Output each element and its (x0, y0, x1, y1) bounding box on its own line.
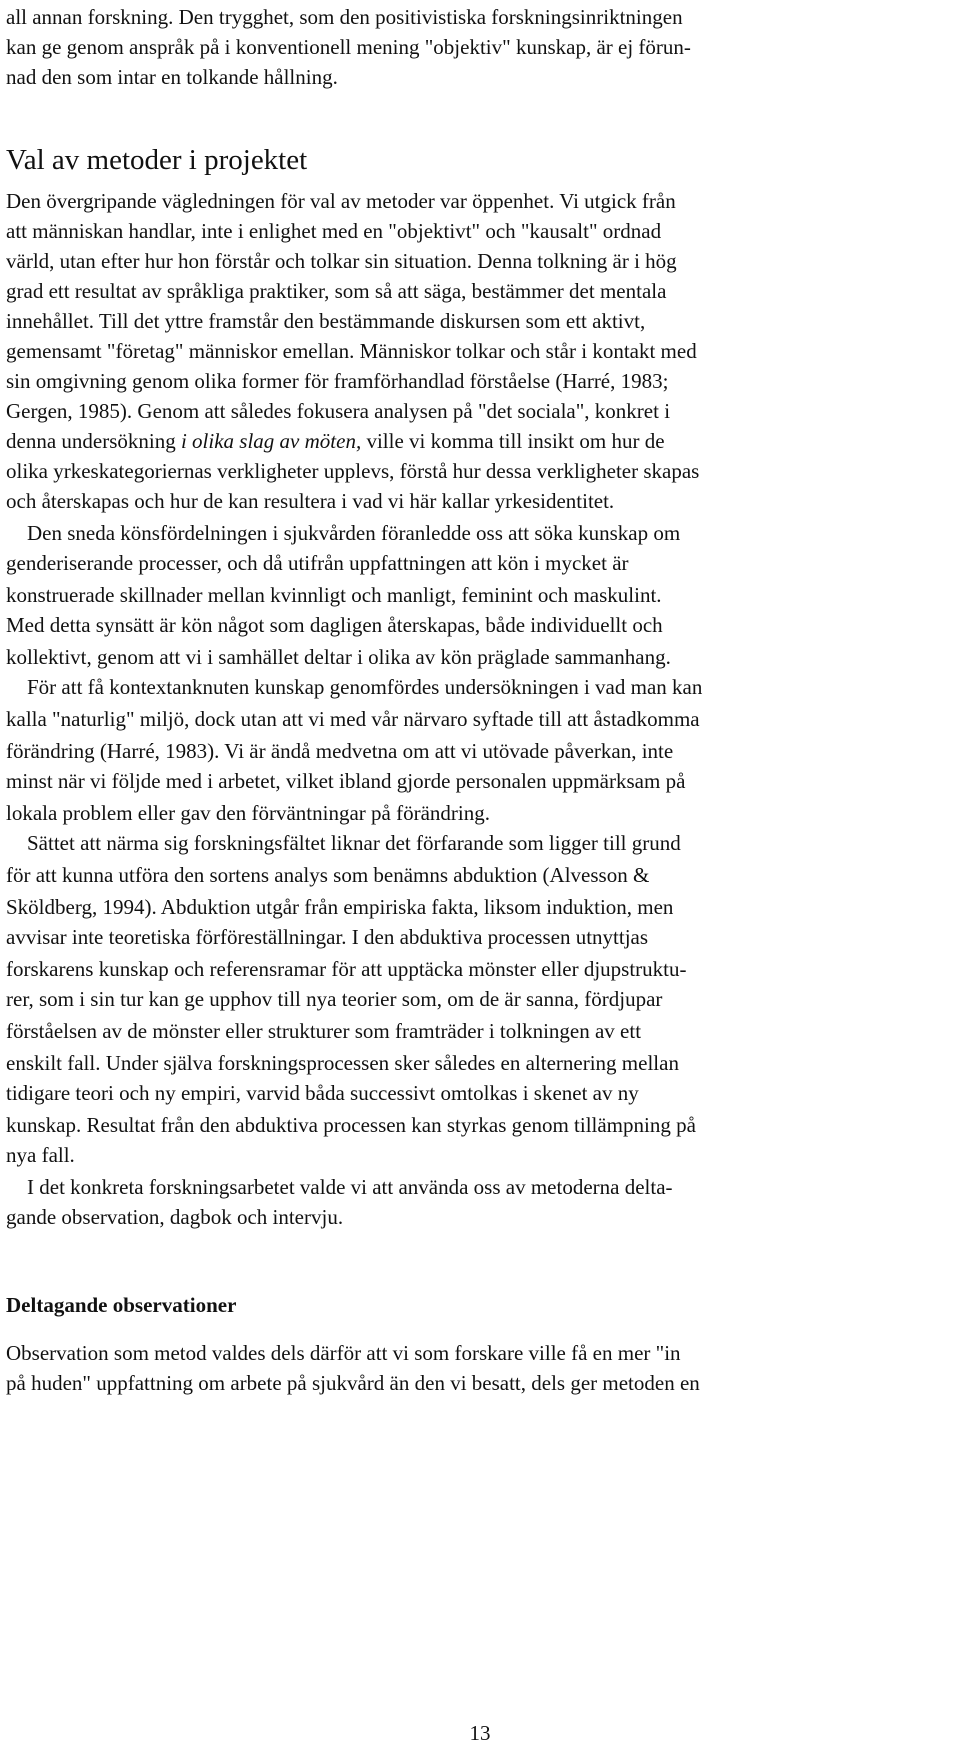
paragraph-line: grad ett resultat av språkliga praktiker, som så att säga, bestämmer det mentala (6, 279, 667, 303)
paragraph-line: förändring (Harré, 1983). Vi är ändå medvetna om att vi utövade påverkan, inte (6, 739, 674, 763)
paragraph-line: enskilt fall. Under själva forskningsprocessen sker således en alternering mellan (6, 1051, 679, 1075)
paragraph-line: Sköldberg, 1994). Abduktion utgår från empiriska fakta, liksom induktion, men (6, 895, 674, 919)
paragraph-line: för att kunna utföra den sortens analys som benämns abduktion (Alvesson & (6, 863, 650, 887)
paragraph-line: sin omgivning genom olika former för framförhandlad förståelse (Harré, 1983; (6, 369, 669, 393)
subsection-heading: Deltagande observationer (6, 1293, 237, 1317)
paragraph-line: kunskap. Resultat från den abduktiva processen kan styrkas genom tillämpning på (6, 1113, 696, 1137)
paragraph-line: på huden" uppfattning om arbete på sjukvård än den vi besatt, dels ger metoden en (6, 1371, 700, 1395)
paragraph-line: Observation som metod valdes dels därför att vi som forskare ville få en mer "in (6, 1341, 681, 1365)
paragraph-line: förståelsen av de mönster eller strukturer som framträder i tolkningen av ett (6, 1019, 642, 1043)
paragraph-line: rer, som i sin tur kan ge upphov till nya teorier som, om de är sanna, fördjupar (6, 987, 663, 1011)
paragraph-line: kalla "naturlig" miljö, dock utan att vi med vår närvaro syftade till att åstadkomma (6, 707, 700, 731)
paragraph-line: tidigare teori och ny empiri, varvid båda successivt omtolkas i skenet av ny (6, 1081, 639, 1105)
paragraph-line: all annan forskning. Den trygghet, som den positivistiska forskningsinriktningen (6, 5, 683, 29)
paragraph-line: gande observation, dagbok och intervju. (6, 1205, 344, 1229)
paragraph-line: genderiserande processer, och då utifrån uppfattningen att kön i mycket är (6, 551, 629, 575)
text-before-italic: denna undersökning (6, 429, 181, 453)
paragraph-line: avvisar inte teoretiska förföreställningar. I den abduktiva processen utnyttjas (6, 925, 649, 949)
paragraph-line: kollektivt, genom att vi i samhället deltar i olika av kön präglade sammanhang. (6, 645, 671, 669)
paragraph-line: olika yrkeskategoriernas verkligheter upplevs, förstå hur dessa verkligheter skapas (6, 459, 700, 483)
paragraph-line: För att få kontextanknuten kunskap genomfördes undersökningen i vad man kan (6, 675, 703, 699)
paragraph-line: gemensamt "företag" människor emellan. Människor tolkar och står i kontakt med (6, 339, 697, 363)
paragraph-line: värld, utan efter hur hon förstår och tolkar sin situation. Denna tolkning är i hög (6, 249, 677, 273)
paragraph-line: och återskapas och hur de kan resultera i vad vi här kallar yrkesidentitet. (6, 489, 615, 513)
paragraph-line: kan ge genom anspråk på i konventionell mening "objektiv" kunskap, är ej förun- (6, 35, 691, 59)
paragraph-line: I det konkreta forskningsarbetet valde vi att använda oss av metoderna delta- (6, 1175, 673, 1199)
paragraph-line: lokala problem eller gav den förväntningar på förändring. (6, 801, 490, 825)
paragraph-line: minst när vi följde med i arbetet, vilket ibland gjorde personalen uppmärksam på (6, 769, 686, 793)
paragraph-line: Den sneda könsfördelningen i sjukvården föranledde oss att söka kunskap om (6, 521, 681, 545)
paragraph-line: konstruerade skillnader mellan kvinnligt och manligt, feminint och maskulint. (6, 583, 662, 607)
italic-phrase: i olika slag av möten, (180, 429, 362, 453)
text-after-italic: ville vi komma till insikt om hur de (361, 429, 665, 453)
section-title: Val av metoder i projektet (6, 144, 308, 176)
paragraph-line: Sättet att närma sig forskningsfältet liknar det förfarande som ligger till grund (6, 831, 681, 855)
paragraph-line: nad den som intar en tolkande hållning. (6, 65, 338, 89)
paragraph-line: nya fall. (6, 1143, 75, 1167)
paragraph-line-with-italic (6, 426, 665, 456)
paragraph-line: Den övergripande vägledningen för val av metoder var öppenhet. Vi utgick från (6, 189, 676, 213)
paragraph-line: Med detta synsätt är kön något som dagligen återskapas, både individuellt och (6, 613, 663, 637)
page-number: 13 (469, 1721, 491, 1745)
paragraph-line: att människan handlar, inte i enlighet med en "objektivt" och "kausalt" ordnad (6, 219, 662, 243)
paragraph-line: innehållet. Till det yttre framstår den bestämmande diskursen som ett aktivt, (6, 309, 646, 333)
paragraph-line: forskarens kunskap och referensramar för att upptäcka mönster eller djupstruktu- (6, 957, 687, 981)
paragraph-line: Gergen, 1985). Genom att således fokusera analysen på "det sociala", konkret i (6, 399, 671, 423)
